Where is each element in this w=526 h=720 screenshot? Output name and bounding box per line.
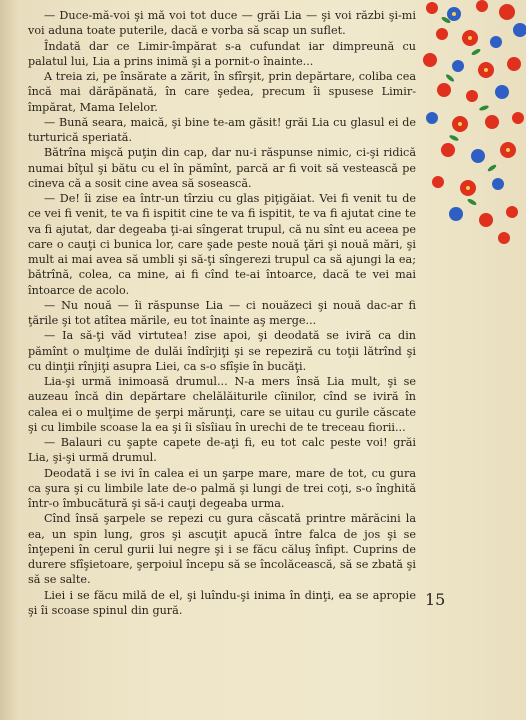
paragraph: — Duce-mă-voi şi mă voi tot duce — grăi Lia — şi voi răzbi şi-mi voi aduna toate puterile, dacă e vorba să scap un suflet.: [28, 9, 416, 38]
paragraph: — De! îi zise ea într-un tîrziu cu glas piţigăiat. Vei fi venit tu de ce vei fi venit, te va fi ispitit cine te va fi ispitit, te va fi ajutat cine te va fi ajutat, dar degeaba ţi-ai sîngerat trupul, că nu sînt eu aceea pe care o cauţi ci bunica lor, care şade peste nouă ţări şi nouă mări, şi mult ai mai avea să umbli şi să-ţi sîngerezi trupul ca să ajungi la ea; bătrînă, colea, ca mine, ai fi cînd te-ai întoarce, dacă te vei mai întoarce de acolo.: [28, 192, 416, 297]
paragraph: — Balauri cu şapte capete de-aţi fi, eu tot calc peste voi! grăi Lia, şi-şi urmă drumul.: [28, 436, 416, 465]
paragraph: — Bună seara, maică, şi bine te-am găsit! grăi Lia cu glasul ei de turturică speriată.: [28, 115, 416, 144]
paragraph: Îndată dar ce Limir-împărat s-a cufundat iar dimpreună cu palatul lui, Lia a prins inimă şi a pornit-o înainte...: [28, 39, 416, 68]
paragraph: Deodată i se ivi în calea ei un şarpe mare, mare de tot, cu gura ca şura şi cu limbile late de-o palmă şi lungi de trei coţi, s-o înghită într-o îmbucătură şi să-i cauţi degeaba urma.: [28, 466, 416, 510]
paragraph: Bătrîna mişcă puţin din cap, dar nu-i răspunse nimic, ci-şi ridică numai bîţul şi bătu cu el în pămînt, parcă ar fi voit să vestească pe cineva că a sosit cine avea să sosească.: [28, 146, 416, 190]
page-number: 15: [425, 590, 446, 609]
paragraph: Cînd însă şarpele se repezi cu gura căscată printre mărăcini la ea, un spin lung, gros şi ascuţit apucă între falca de jos şi se înţepeni în cerul gurii lui negre şi i se făcu căluş înfipt. Cuprins de durere sfîşietoare, şerpoiul începu să se încolăcească, să se zbată şi să se salte.: [28, 512, 416, 587]
paragraph: — Ia să-ţi văd virtutea! zise apoi, şi deodată se iviră ca din pămînt o mulţime de dulăi îndîrjiţi şi se repeziră cu toţii lătrînd şi cu dinţii rînjiţi asupra Liei, ca s-o sfîşie în bucăţi.: [28, 329, 416, 373]
paragraph: A treia zi, pe însărate a zărit, în sfîrşit, prin depărtare, coliba cea încă mai dărăpănată, în care şedea, precum îi spusese Limir-împărat, Mama Ielelor.: [28, 70, 416, 114]
paragraph: Liei i se făcu milă de el, şi luîndu-şi inima în dinţi, ea se apropie şi îi scoase spinul din gură.: [28, 588, 416, 617]
story-text: [28, 8, 416, 618]
flower-border-icon: [412, 0, 526, 250]
paragraph: — Nu nouă — îi răspunse Lia — ci nouăzeci şi nouă dac-ar fi ţările şi tot atîtea mările, eu tot înainte aş merge...: [28, 298, 416, 327]
paragraph: Lia-şi urmă inimoasă drumul... N-a mers însă Lia mult, şi se auzeau încă din depărtare chelălăiturile cîinilor, cînd se iviră în calea ei o mulţime de şerpi mărunţi, care se uitau cu gurile căscate şi cu limbile scoase la ea şi îi sîsîiau în urechi de te treceau fiorii...: [28, 375, 416, 434]
page-gutter-shadow: [0, 0, 18, 720]
